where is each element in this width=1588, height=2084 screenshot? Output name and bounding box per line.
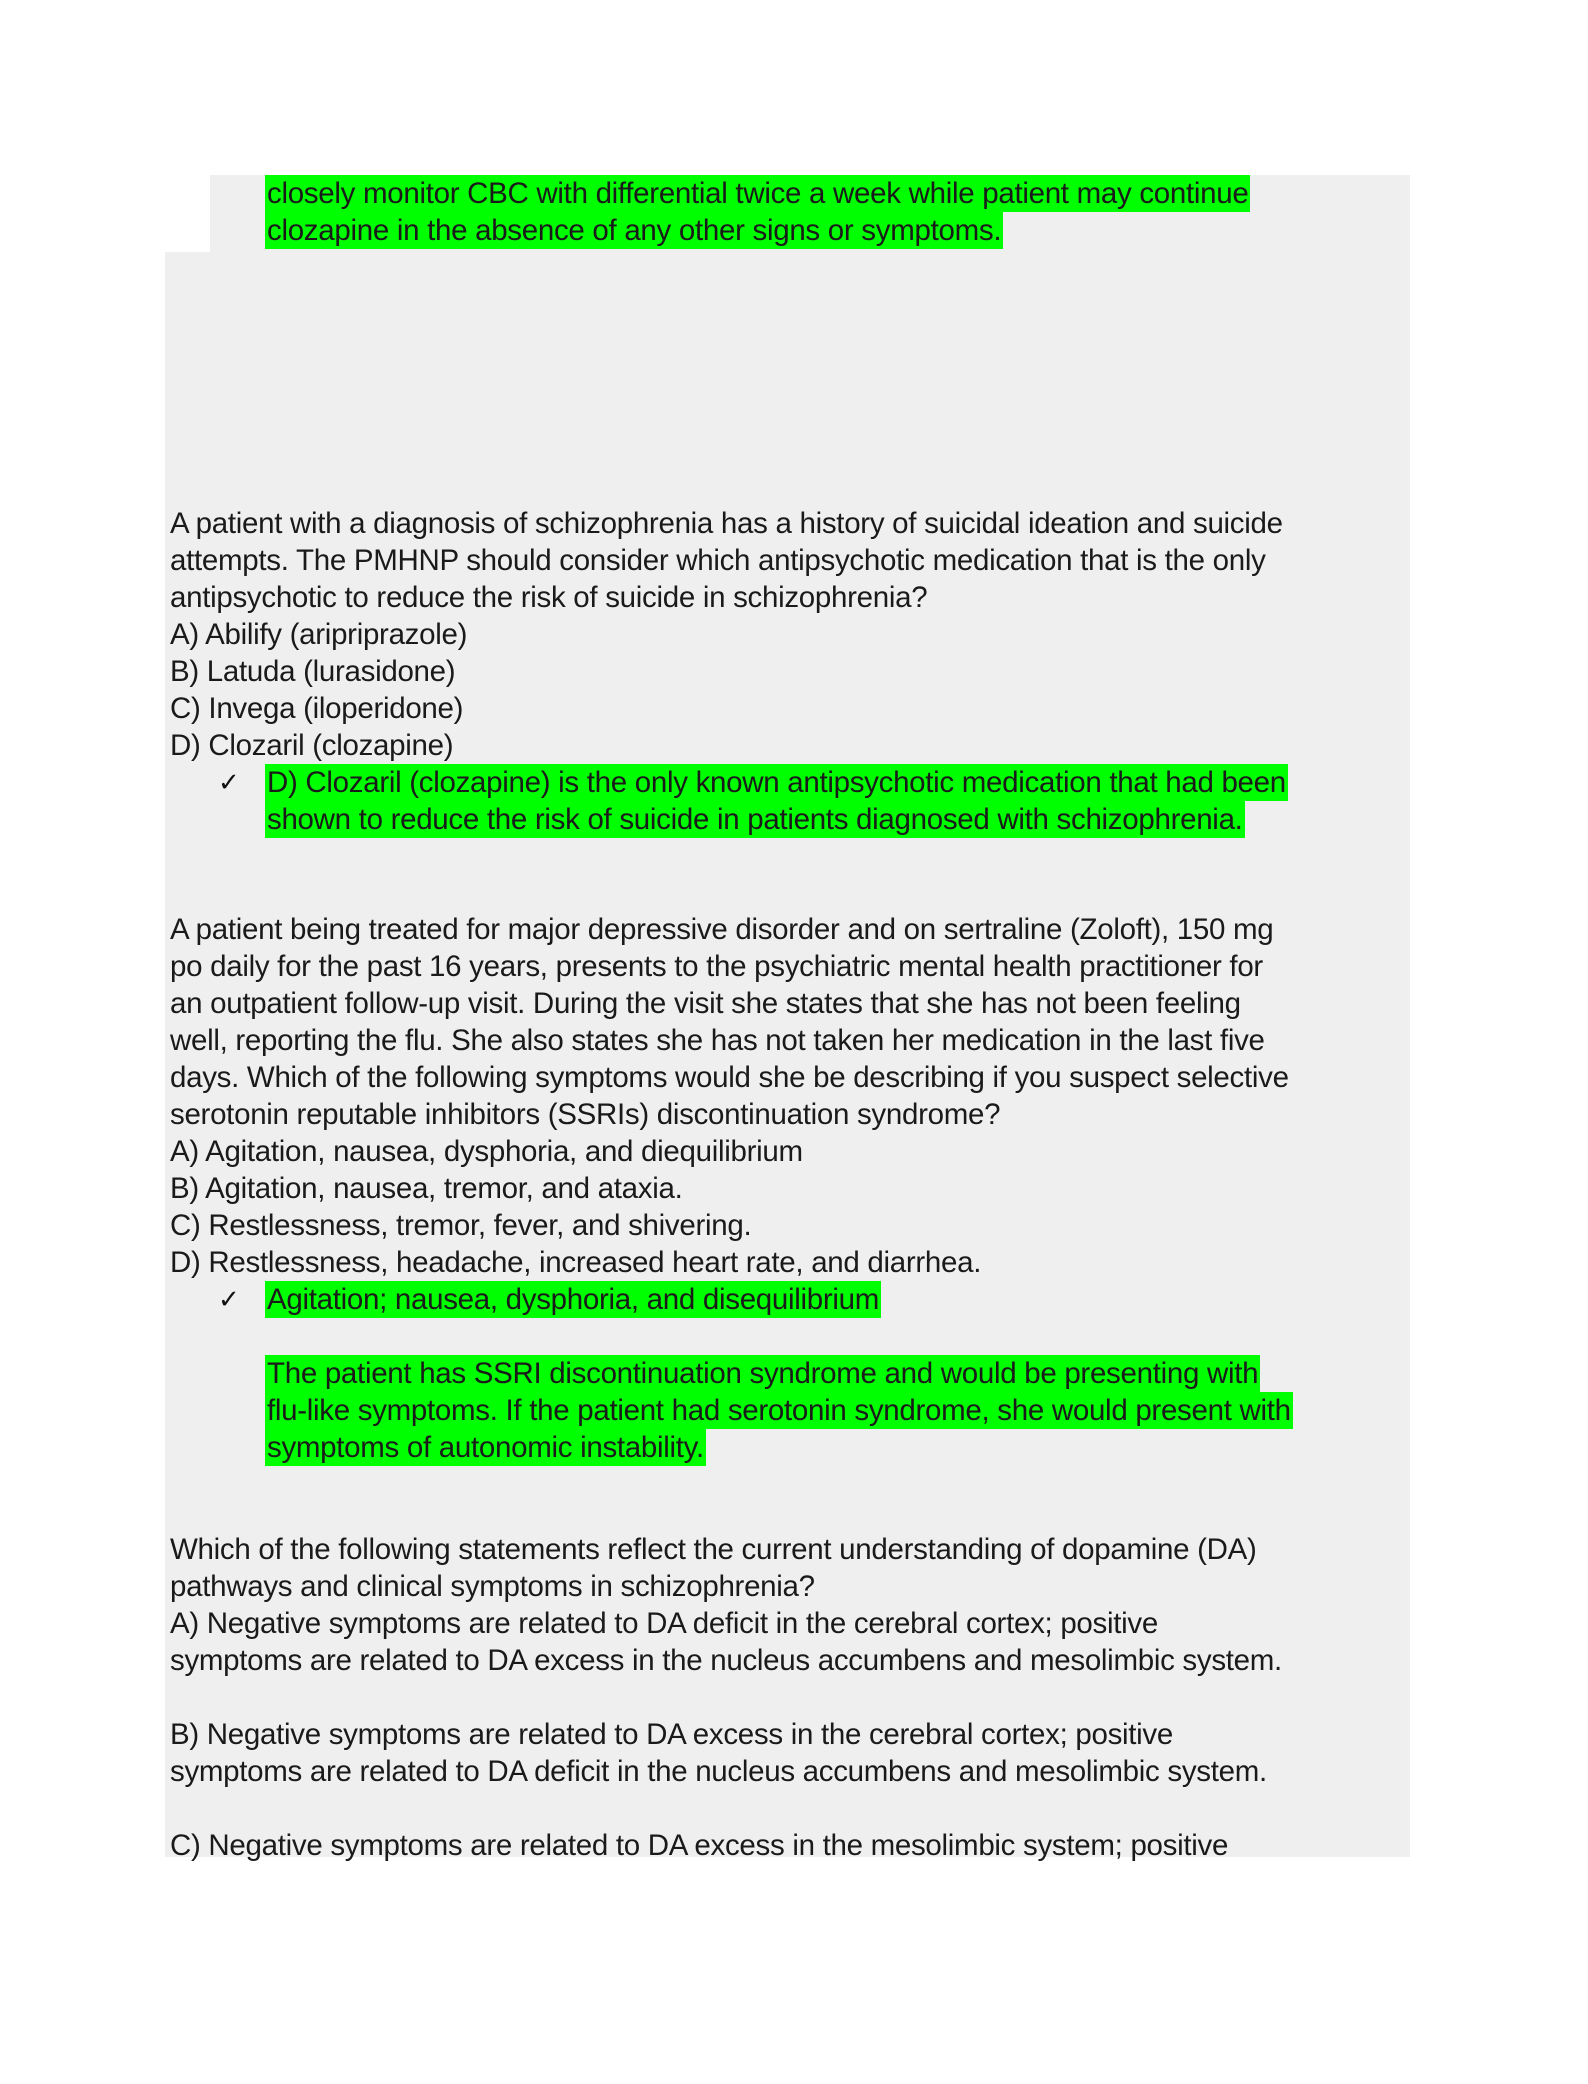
highlighted-rationale: The patient has SSRI discontinuation syndrome and would be presenting with — [267, 1357, 1259, 1390]
answer-option-d: D) Clozaril (clozapine) — [170, 729, 454, 762]
question-stem-line: Which of the following statements reflect the current understanding of dopamine (DA) — [170, 1533, 1257, 1566]
answer-option-c: C) Invega (iloperidone) — [170, 692, 464, 725]
answer-option-a: A) Agitation, nausea, dysphoria, and diequilibrium — [170, 1135, 803, 1168]
question-3 — [170, 1531, 1420, 1864]
highlighted-answer: Agitation; nausea, dysphoria, and disequilibrium — [267, 1283, 880, 1316]
question-stem-line: po daily for the past 16 years, presents to the psychiatric mental health practitioner for — [170, 950, 1263, 983]
highlighted-rationale: flu-like symptoms. If the patient had serotonin syndrome, she would present with — [267, 1394, 1291, 1427]
question-stem-line: A patient with a diagnosis of schizophrenia has a history of suicidal ideation and suicide — [170, 507, 1283, 540]
answer-option-a: A) Negative symptoms are related to DA deficit in the cerebral cortex; positive — [170, 1607, 1158, 1640]
question-2 — [170, 911, 1420, 1281]
answer-option-a: A) Abilify (aripriprazole) — [170, 618, 468, 651]
question-stem-line: days. Which of the following symptoms would she be describing if you suspect selective — [170, 1061, 1289, 1094]
checkmark-icon: ✓ — [218, 1284, 240, 1314]
answer-option-b: B) Latuda (lurasidone) — [170, 655, 456, 688]
answer-option-b: B) Agitation, nausea, tremor, and ataxia. — [170, 1172, 683, 1205]
highlighted-answer: D) Clozaril (clozapine) is the only known antipsychotic medication that had been — [267, 766, 1286, 799]
fragment-top — [265, 175, 1250, 249]
q2-rationale — [265, 1355, 1293, 1466]
question-stem-line: pathways and clinical symptoms in schizophrenia? — [170, 1570, 815, 1603]
highlighted-answer: shown to reduce the risk of suicide in patients diagnosed with schizophrenia. — [267, 803, 1243, 836]
question-stem-line: well, reporting the flu. She also states she has not taken her medication in the last five — [170, 1024, 1265, 1057]
question-1 — [170, 505, 1420, 764]
highlighted-rationale: symptoms of autonomic instability. — [267, 1431, 704, 1464]
highlighted-text: clozapine in the absence of any other signs or symptoms. — [267, 214, 1002, 247]
answer-option-b: symptoms are related to DA deficit in the nucleus accumbens and mesolimbic system. — [170, 1755, 1267, 1788]
checkmark-icon: ✓ — [218, 767, 240, 797]
q2-correct-answer — [265, 1281, 881, 1318]
highlighted-text: closely monitor CBC with differential twice a week while patient may continue — [267, 177, 1249, 210]
q1-correct-answer — [265, 764, 1288, 838]
answer-option-b: B) Negative symptoms are related to DA excess in the cerebral cortex; positive — [170, 1718, 1173, 1751]
question-stem-line: serotonin reputable inhibitors (SSRIs) discontinuation syndrome? — [170, 1098, 1001, 1131]
question-stem-line: an outpatient follow-up visit. During the visit she states that she has not been feeling — [170, 987, 1241, 1020]
answer-option-a: symptoms are related to DA excess in the nucleus accumbens and mesolimbic system. — [170, 1644, 1282, 1677]
question-stem-line: attempts. The PMHNP should consider which antipsychotic medication that is the only — [170, 544, 1266, 577]
question-stem-line: A patient being treated for major depressive disorder and on sertraline (Zoloft), 150 mg — [170, 913, 1274, 946]
answer-option-c: C) Negative symptoms are related to DA excess in the mesolimbic system; positive — [170, 1829, 1229, 1862]
question-stem-line: antipsychotic to reduce the risk of suicide in schizophrenia? — [170, 581, 928, 614]
answer-option-c: C) Restlessness, tremor, fever, and shivering. — [170, 1209, 752, 1242]
answer-option-d: D) Restlessness, headache, increased heart rate, and diarrhea. — [170, 1246, 982, 1279]
